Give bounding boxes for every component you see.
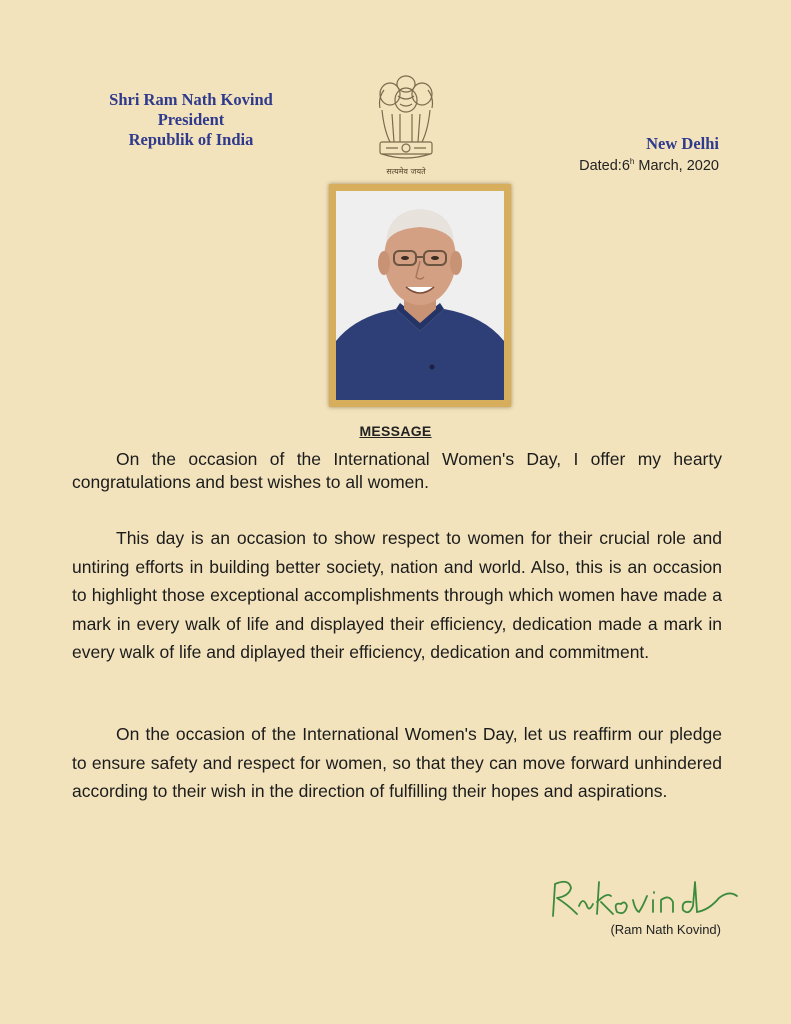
sender-name: Shri Ram Nath Kovind: [109, 90, 273, 109]
paragraph-text: On the occasion of the International Women's Day, let us reaffirm our pledge to ensure safety and respect for women, so that they can move forward unhindered according to their wish in the direction of fulfilling their hopes and aspirations.: [72, 724, 722, 801]
portrait-image: [336, 191, 504, 400]
message-paragraph-2: [72, 524, 722, 667]
place-label: New Delhi: [646, 134, 719, 153]
handwritten-signature: [543, 866, 743, 928]
sender-country: Republik of India: [128, 130, 254, 149]
sender-designation: President: [157, 110, 225, 129]
portrait-frame: [329, 184, 511, 407]
date-label: [579, 157, 719, 174]
person-portrait-icon: [336, 191, 504, 400]
sender-block: [86, 90, 296, 150]
message-paragraph-1: [72, 448, 722, 494]
message-paragraph-3: [72, 720, 722, 806]
date-prefix: Dated:6: [579, 158, 630, 174]
national-emblem-icon: [370, 70, 442, 180]
date-superscript: h: [629, 157, 635, 166]
date-rest: March, 2020: [634, 158, 719, 174]
paragraph-text: On the occasion of the International Women's Day, I offer my hearty congratulations and best wishes to all women.: [72, 449, 722, 492]
signatory-name: (Ram Nath Kovind): [610, 922, 721, 937]
message-heading: MESSAGE: [359, 423, 432, 439]
paragraph-text: This day is an occasion to show respect to women for their crucial role and untiring efforts in building better society, nation and world. Also, this is an occasion to highlight those exceptional accomplishments through which women have made a mark in every walk of life and displayed their efficiency, dedication made a mark in every walk of life and diplayed their efficiency, dedication and commitment.: [72, 528, 722, 662]
emblem-motto: सत्यमेव जयते: [386, 167, 426, 176]
